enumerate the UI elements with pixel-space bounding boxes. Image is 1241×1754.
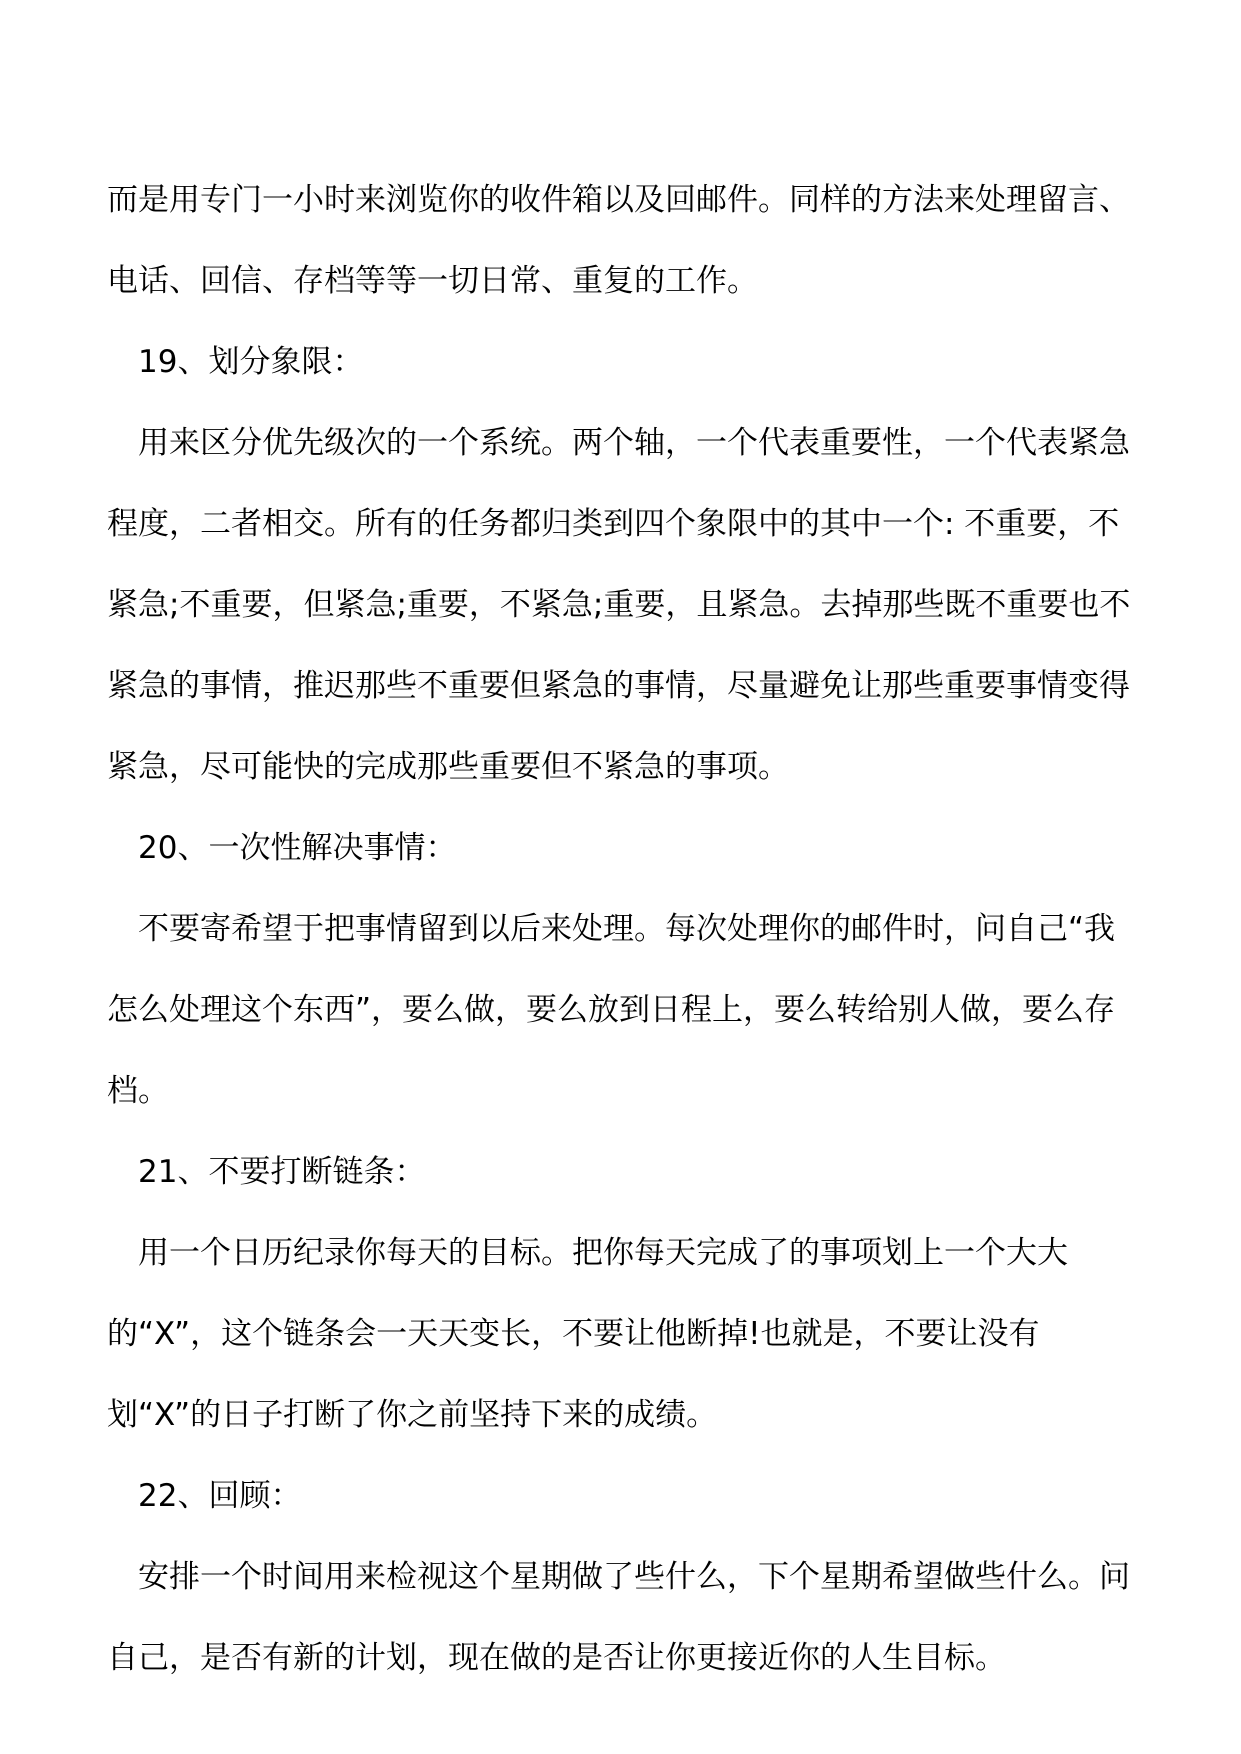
- paragraph-handle-once: 不要寄希望于把事情留到以后来处理。每次处理你的邮件时，问自己“我怎么处理这个东西”，要么做，要么放到日程上，要么转给别人做，要么存档。: [107, 911, 1116, 1109]
- section-heading-22: 22、回顾：: [138, 1478, 302, 1514]
- paragraph-dont-break-chain: 用一个日历纪录你每天的目标。把你每天完成了的事项划上一个大大的“X”，这个链条会一天天变长，不要让他断掉!也就是，不要让没有划“X”的日子打断了你之前坚持下来的成绩。: [107, 1235, 1068, 1433]
- section-heading-21: 21、不要打断链条：: [138, 1154, 426, 1190]
- paragraph-intro: 而是用专门一小时来浏览你的收件箱以及回邮件。同样的方法来处理留言、电话、回信、存档等等一切日常、重复的工作。: [107, 182, 1130, 299]
- document-body: [107, 160, 1137, 1699]
- paragraph-quadrants: 用来区分优先级次的一个系统。两个轴，一个代表重要性，一个代表紧急程度，二者相交。所有的任务都归类到四个象限中的其中一个: 不重要，不紧急;不重要，但紧急;重要，不紧急;重要，且紧急。去掉那些既不重要也不紧急的事情，推迟那些不重要但紧急的事情，尽量避免让那些重要事情变得紧急，尽可能快的完成那些重要但不紧急的事项。: [107, 425, 1131, 785]
- section-heading-20: 20、一次性解决事情：: [138, 830, 457, 866]
- paragraph-review: 安排一个时间用来检视这个星期做了些什么，下个星期希望做些什么。问自己，是否有新的计划，现在做的是否让你更接近你的人生目标。: [107, 1559, 1130, 1676]
- section-heading-19: 19、划分象限：: [138, 344, 364, 380]
